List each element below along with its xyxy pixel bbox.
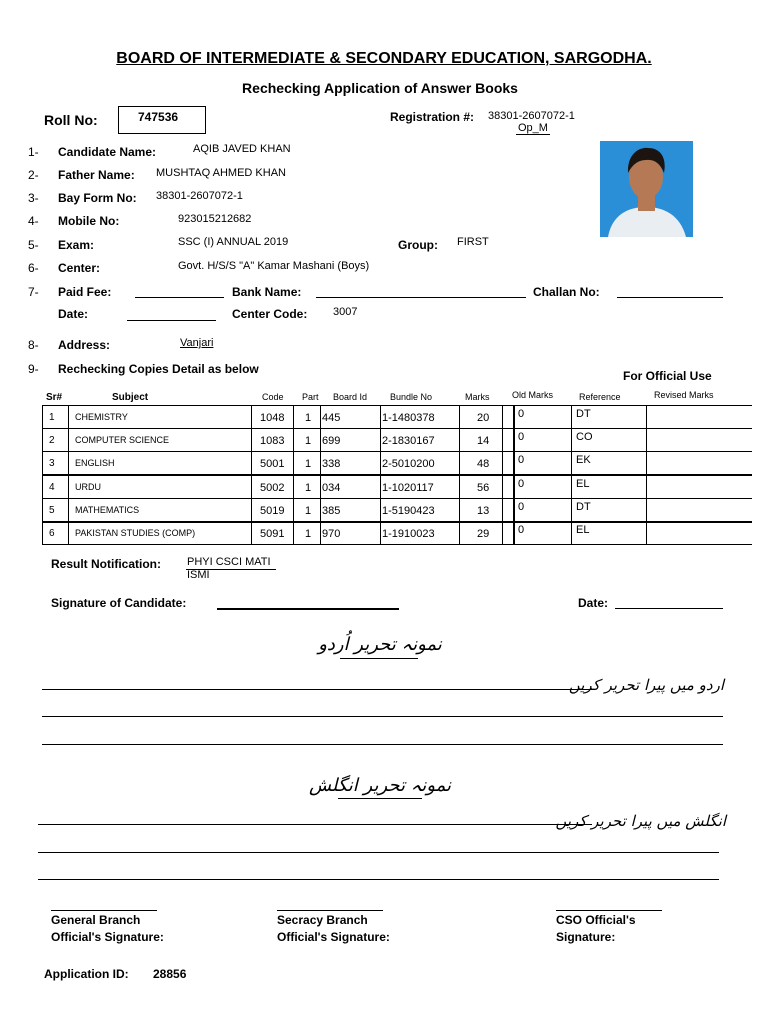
father-name-value: MUSHTAQ AHMED KHAN: [156, 167, 286, 179]
signature-line: [217, 608, 399, 610]
result-notification-line1: PHYI CSCI MATI: [187, 556, 271, 568]
row-bundle-no: 2-5010200: [382, 458, 435, 470]
row-old-marks: 0: [518, 478, 525, 490]
field-num-9: 9-: [28, 362, 39, 376]
col-header-marks: Marks: [465, 392, 490, 402]
field-num-2: 2-: [28, 168, 39, 182]
exam-value: SSC (I) ANNUAL 2019: [178, 236, 289, 248]
general-branch-signature-label: Official's Signature:: [51, 930, 164, 944]
candidate-name-label: Candidate Name:: [58, 145, 157, 159]
row-part: 1: [305, 458, 312, 470]
application-id-label: Application ID:: [44, 967, 129, 981]
result-notification-label: Result Notification:: [51, 557, 161, 571]
urdu-sample-title: نمونہ تحریر اُردو: [318, 634, 442, 655]
field-num-1: 1-: [28, 145, 39, 159]
row-old-marks: 0: [518, 524, 525, 536]
row-sr: 6: [49, 528, 55, 539]
roll-no-label: Roll No:: [44, 112, 98, 128]
center-value: Govt. H/S/S "A" Kamar Mashani (Boys): [178, 260, 370, 272]
row-old-marks: 0: [518, 454, 525, 466]
application-id-value: 28856: [153, 967, 187, 981]
urdu-write-line: [42, 716, 723, 717]
table-row: [0, 526, 768, 546]
row-sr: 1: [49, 412, 55, 423]
board-title: BOARD OF INTERMEDIATE & SECONDARY EDUCATION, SARGODHA.: [116, 50, 652, 67]
row-code: 1083: [260, 435, 285, 447]
challan-no-line: [617, 297, 723, 298]
group-value: FIRST: [457, 236, 489, 248]
row-part: 1: [305, 528, 312, 540]
row-board-id: 445: [322, 412, 341, 424]
row-code: 5019: [260, 505, 285, 517]
row-marks: 48: [477, 458, 490, 470]
row-marks: 56: [477, 482, 490, 494]
table-row: [0, 503, 768, 523]
row-sr: 3: [49, 458, 55, 469]
row-bundle-no: 1-1910023: [382, 528, 435, 540]
col-header-sr: Sr#: [46, 392, 63, 403]
row-reference: EL: [576, 524, 590, 536]
row-code: 5002: [260, 482, 285, 494]
exam-label: Exam:: [58, 238, 95, 252]
row-part: 1: [305, 482, 312, 494]
candidate-photo: [600, 141, 693, 237]
field-num-3: 3-: [28, 191, 39, 205]
row-sr: 4: [49, 482, 55, 493]
mobile-value: 923015212682: [178, 213, 252, 225]
registration-label: Registration #:: [390, 110, 475, 124]
row-marks: 29: [477, 528, 490, 540]
row-code: 5091: [260, 528, 285, 540]
urdu-write-line: [42, 689, 595, 690]
center-code-label: Center Code:: [232, 307, 308, 321]
col-header-bundle-no: Bundle No: [390, 392, 433, 402]
official-use-label: For Official Use: [623, 369, 712, 383]
row-marks: 13: [477, 505, 490, 517]
row-bundle-no: 1-5190423: [382, 505, 435, 517]
paid-fee-line: [135, 297, 224, 298]
row-reference: CO: [576, 431, 593, 443]
row-board-id: 699: [322, 435, 341, 447]
field-num-5: 5-: [28, 238, 39, 252]
group-label: Group:: [398, 238, 438, 252]
col-header-revised-marks: Revised Marks: [654, 390, 714, 400]
signature-date-line: [615, 608, 723, 609]
date-line: [127, 320, 216, 321]
secracy-branch-label: Secracy Branch: [277, 913, 368, 927]
bank-name-line: [316, 297, 526, 298]
candidate-name-value: AQIB JAVED KHAN: [193, 143, 291, 155]
rechecking-label: Rechecking Copies Detail as below: [58, 362, 259, 376]
general-branch-label: General Branch: [51, 913, 141, 927]
row-board-id: 970: [322, 528, 341, 540]
bay-form-value: 38301-2607072-1: [156, 190, 243, 202]
date-label: Date:: [58, 307, 89, 321]
signature-label: Signature of Candidate:: [51, 596, 187, 610]
roll-no-value: 747536: [138, 110, 179, 124]
row-subject: URDU: [75, 482, 101, 492]
row-old-marks: 0: [518, 408, 525, 420]
bay-form-label: Bay Form No:: [58, 191, 137, 205]
row-reference: EK: [576, 454, 591, 466]
row-subject: COMPUTER SCIENCE: [75, 435, 170, 445]
english-write-line: [38, 824, 592, 825]
result-notification-line2: ISMI: [187, 569, 210, 581]
signature-date-label: Date:: [578, 596, 609, 610]
center-label: Center:: [58, 261, 101, 275]
field-num-6: 6-: [28, 261, 39, 275]
table-row: [0, 410, 768, 430]
table-row: [0, 480, 768, 500]
row-board-id: 034: [322, 482, 341, 494]
row-code: 1048: [260, 412, 285, 424]
col-header-board-id: Board Id: [333, 392, 368, 402]
row-subject: CHEMISTRY: [75, 412, 128, 422]
cso-signature-label: Signature:: [556, 930, 616, 944]
row-part: 1: [305, 435, 312, 447]
col-header-reference: Reference: [579, 392, 621, 402]
row-old-marks: 0: [518, 431, 525, 443]
address-label: Address:: [58, 338, 111, 352]
row-subject: PAKISTAN STUDIES (COMP): [75, 528, 196, 538]
row-part: 1: [305, 505, 312, 517]
field-num-8: 8-: [28, 338, 39, 352]
row-bundle-no: 1-1020117: [382, 482, 434, 494]
row-bundle-no: 1-1480378: [382, 412, 435, 424]
field-num-4: 4-: [28, 214, 39, 228]
col-header-subject: Subject: [112, 392, 149, 403]
row-marks: 20: [477, 412, 490, 424]
row-subject: MATHEMATICS: [75, 505, 140, 515]
center-code-value: 3007: [333, 306, 358, 318]
row-code: 5001: [260, 458, 285, 470]
registration-value: 38301-2607072-1: [488, 110, 575, 122]
form-subtitle: Rechecking Application of Answer Books: [242, 80, 518, 96]
english-write-line: [38, 879, 719, 880]
urdu-instruction: اردو میں پیرا تحریر کریں: [568, 676, 724, 694]
row-reference: EL: [576, 478, 590, 490]
row-board-id: 385: [322, 505, 341, 517]
english-instruction: انگلش میں پیرا تحریر کریں: [555, 812, 726, 830]
english-sample-title: نمونہ تحریر انگلش: [308, 775, 452, 796]
urdu-write-line: [42, 744, 723, 745]
row-old-marks: 0: [518, 501, 525, 513]
col-header-old-marks: Old Marks: [512, 390, 554, 400]
row-sr: 2: [49, 435, 55, 446]
secracy-branch-signature-label: Official's Signature:: [277, 930, 390, 944]
father-name-label: Father Name:: [58, 168, 135, 182]
paid-fee-label: Paid Fee:: [58, 285, 112, 299]
table-row: [0, 456, 768, 476]
address-value: Vanjari: [180, 337, 214, 349]
field-num-7: 7-: [28, 285, 39, 299]
row-subject: ENGLISH: [75, 458, 115, 468]
row-part: 1: [305, 412, 312, 424]
registration-note: Op_M: [518, 122, 548, 134]
row-bundle-no: 2-1830167: [382, 435, 435, 447]
row-marks: 14: [477, 435, 490, 447]
row-reference: DT: [576, 501, 591, 513]
challan-no-label: Challan No:: [533, 285, 600, 299]
col-header-code: Code: [262, 392, 284, 402]
english-write-line: [38, 852, 719, 853]
col-header-part: Part: [302, 392, 319, 402]
mobile-label: Mobile No:: [58, 214, 120, 228]
table-row: [0, 433, 768, 453]
cso-official-label: CSO Official's: [556, 913, 636, 927]
row-board-id: 338: [322, 458, 341, 470]
row-reference: DT: [576, 408, 591, 420]
bank-name-label: Bank Name:: [232, 285, 302, 299]
row-sr: 5: [49, 505, 55, 516]
